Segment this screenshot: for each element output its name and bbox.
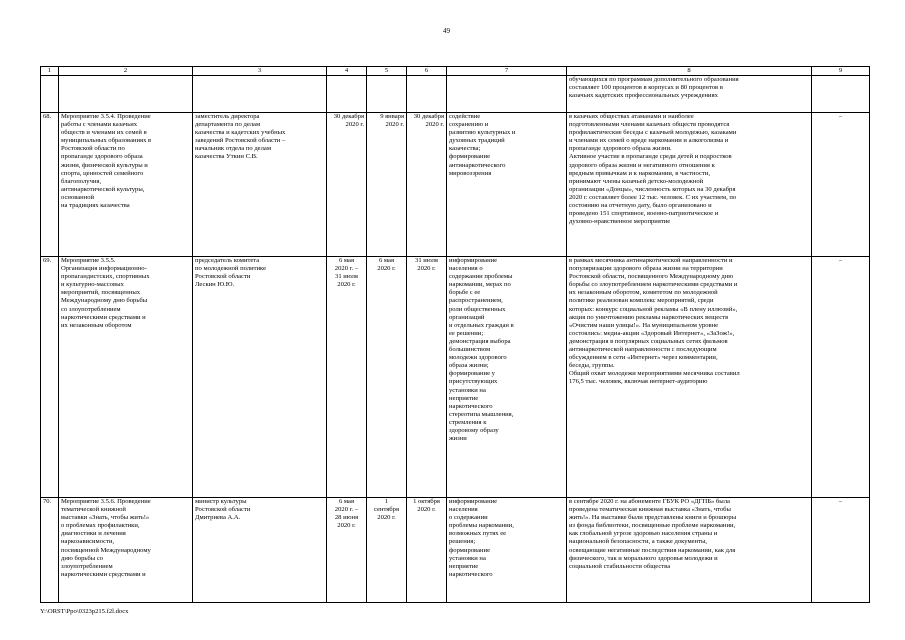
start-date-cell: 6 мая 2020 г. — [367, 257, 407, 498]
page-number: 49 — [443, 27, 450, 35]
event-cell: Мероприятие 3.5.5. Организация информационно- пропагандистских, спортивных и культурно-массовых мероприятий, посвященных Международному дню борьбы со злоупотреблением наркотическими средствами и их незаконным оборотом — [59, 257, 193, 498]
header-col-2: 2 — [59, 67, 193, 76]
header-col-1: 1 — [41, 67, 59, 76]
end-date-cell: 1 октября 2020 г. — [407, 498, 447, 603]
table-row — [41, 257, 870, 498]
footer-file-path: Y:\ORST\Ppo\0323p215.f2l.docx — [40, 608, 129, 615]
table-row — [41, 113, 870, 257]
plan-date-cell: 6 мая 2020 г. – 28 июня 2020 г. — [327, 498, 367, 603]
plan-date-cell: 6 мая 2020 г. – 31 июля 2020 г. — [327, 257, 367, 498]
header-col-4: 4 — [327, 67, 367, 76]
header-col-7: 7 — [447, 67, 567, 76]
header-col-9: 9 — [812, 67, 870, 76]
note-cell: – — [812, 498, 870, 603]
event-cell: Мероприятие 3.5.6. Проведение тематической книжной выставки «Знать, чтобы жить!» о проблемах профилактики, диагностики и лечения наркозависимости, посвященной Международному дню борьбы со злоупотреблением наркотическими средствами и — [59, 498, 193, 603]
start-date-cell: 9 января 2020 г. — [367, 113, 407, 257]
end-date-cell: 31 июля 2020 г. — [407, 257, 447, 498]
result-cell: информирование населения о содержании проблемы наркомании, мерах по борьбе с ее распространением, роли общественных организаций и отдельных граждан в ее решении; демонстрация выбора большинством молодежи здорового образа жизни; формирование у присутствующих установки на неприятие наркотического стереотипа мышления, стремления к здоровому образу жизни — [447, 257, 567, 498]
result-cell: информирование населения о содержании проблемы наркомании, возможных путях ее решения; формирование установки на неприятие наркотического — [447, 498, 567, 603]
continuation-text: обучающихся по программам дополнительного образования составляет 100 процентов в корпусах и 80 процентов в казачьих кадетских профессиональных учреждениях — [567, 76, 812, 113]
plan-date-cell: 30 декабря 2020 г. — [327, 113, 367, 257]
header-col-5: 5 — [367, 67, 407, 76]
table-row — [41, 498, 870, 603]
header-col-3: 3 — [193, 67, 327, 76]
note-cell: – — [812, 257, 870, 498]
row-number: 68. — [41, 113, 59, 257]
info-cell: в рамках месячника антинаркотической направленности и популяризации здорового образа жизни на территории Ростовской области, посвященного Международному дню борьбы со злоупотреблением наркотическими средствами и их незаконным оборотом, комитетом по молодежной политике реализован комплекс мероприятий, среди которых: конкурс социальной рекламы «В плену иллюзий», акция по уничтожению рекламы наркотических веществ «Очистим наши улицы!». На муниципальном уровне состоялись: медиа-акции «Здоровый Интернет», «ЗаЗож!», демонстрация в популярных социальных сетях фильмов антинаркотической направленности с последующим обсуждением в сети «Интернет» через комментарии, беседы, группы. Общий охват молодежи мероприятиями месячника составил 176,5 тыс. человек, включая интернет-аудиторию — [567, 257, 812, 498]
executor-cell: министр культуры Ростовской области Дмитриева А.А. — [193, 498, 327, 603]
start-date-cell: 1 сентября 2020 г. — [367, 498, 407, 603]
executor-cell: председатель комитета по молодежной политике Ростовской области Лескин Ю.Ю. — [193, 257, 327, 498]
end-date-cell: 30 декабря 2020 г. — [407, 113, 447, 257]
result-cell: содействие сохранению и развитию культурных и духовных традиций казачества; формирование антинаркотического мировоззрения — [447, 113, 567, 257]
row-number: 70. — [41, 498, 59, 603]
continuation-row — [41, 76, 870, 113]
event-cell: Мероприятие 3.5.4. Проведение работы с членами казачьих обществ и членами их семей в муниципальных образованиях в Ростовской области по пропаганде здорового образа жизни, физической культуры и спорта, ценностей семейного благополучия, антинаркотической культуры, основанной на традициях казачества — [59, 113, 193, 257]
info-cell: в сентябре 2020 г. на абонементе ГБУК РО «ДГПБ» была проведена тематическая книжная выставка «Знать, чтобы жить!». На выставке были представлены книги и брошюры из фонда библиотеки, посвященные проблеме наркомании, как глобальной угрозе здоровью населения страны и национальной безопасности, а также документы, освещающие негативные последствия наркомании, как для физического, так и морального здоровья молодежи и социальной стабильности общества — [567, 498, 812, 603]
header-col-6: 6 — [407, 67, 447, 76]
header-col-8: 8 — [567, 67, 812, 76]
executor-cell: заместитель директора департамента по делам казачества и кадетских учебных заведений Ростовской области – начальник отдела по делам казачества Уткин С.В. — [193, 113, 327, 257]
note-cell: – — [812, 113, 870, 257]
column-number-header-row — [41, 67, 870, 76]
info-cell: в казачьих обществах атаманами и наиболее подготовленными членами казачьих обществ проводятся профилактические беседы с казачьей молодежью, казаками и членами их семей о вреде наркомании и алкоголизма и пропаганде здорового образа жизни. Активное участие в пропаганде среди детей и подростков здорового образа жизни и негативного отношения к вредным привычкам и к наркомании, в частности, принимают члены казачьей детско-молодежной организации «Донцы», численность которых на 30 декабря 2020 г. составляет более 12 тыс. человек. С их участием, по состоянию на отчетную дату, было организовано и проведено 151 спортивное, военно-патриотическое и духовно-нравственное мероприятие — [567, 113, 812, 257]
row-number: 69. — [41, 257, 59, 498]
report-table — [40, 66, 870, 603]
